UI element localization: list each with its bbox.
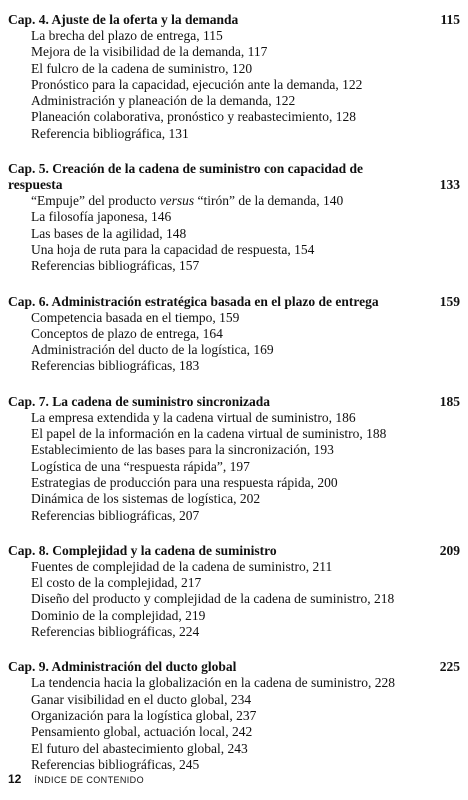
chapter-heading xyxy=(8,543,460,559)
chapter-title: Cap. 7. La cadena de suministro sincronizada xyxy=(8,393,271,409)
section-entry: Referencias bibliográficas, 207 xyxy=(31,507,200,523)
section-entry: Ganar visibilidad en el ducto global, 234 xyxy=(31,691,252,707)
chapter-page-number: 209 xyxy=(439,542,460,558)
section-list xyxy=(8,410,460,524)
section-entry: Pronóstico para la capacidad, ejecución ante la demanda, 122 xyxy=(31,76,363,92)
section-entry: Administración y planeación de la demanda, 122 xyxy=(31,93,296,109)
chapter-4 xyxy=(8,12,460,142)
chapter-7 xyxy=(8,394,460,524)
section-entry: Dinámica de los sistemas de logística, 202 xyxy=(31,491,261,507)
chapter-5 xyxy=(8,161,460,274)
section-list xyxy=(8,675,460,773)
section-entry: Dominio de la complejidad, 219 xyxy=(31,607,206,623)
section-list xyxy=(8,559,460,640)
chapter-title: Cap. 8. Complejidad y la cadena de suministro xyxy=(8,542,277,558)
section-entry: Referencias bibliográficas, 224 xyxy=(31,624,200,640)
page-number: 12 xyxy=(8,772,22,786)
section-list xyxy=(8,193,460,274)
chapter-heading xyxy=(8,161,460,193)
section-entry: Conceptos de plazo de entrega, 164 xyxy=(31,325,223,341)
running-header-label: ÍNDICE DE CONTENIDO xyxy=(34,775,144,785)
section-entry: Logística de una “respuesta rápida”, 197 xyxy=(31,458,250,474)
section-entry: Una hoja de ruta para la capacidad de respuesta, 154 xyxy=(31,241,315,257)
section-entry: La brecha del plazo de entrega, 115 xyxy=(31,28,223,43)
chapter-heading xyxy=(8,294,460,310)
chapter-title: Cap. 6. Administración estratégica basada en el plazo de entrega xyxy=(8,293,379,309)
section-entry: El futuro del abastecimiento global, 243 xyxy=(31,740,248,756)
section-entry: La filosofía japonesa, 146 xyxy=(31,209,172,225)
section-entry: La tendencia hacia la globalización en la cadena de suministro, 228 xyxy=(31,675,395,691)
section-entry: El papel de la información en la cadena virtual de suministro, 188 xyxy=(31,426,387,442)
chapter-heading xyxy=(8,12,460,28)
chapter-page-number: 115 xyxy=(440,12,460,27)
section-list xyxy=(8,310,460,375)
chapter-page-number: 225 xyxy=(439,659,460,675)
section-entry: Planeación colaborativa, pronóstico y reabastecimiento, 128 xyxy=(31,109,357,125)
chapter-heading xyxy=(8,394,460,410)
chapter-title: Cap. 9. Administración del ducto global xyxy=(8,659,237,675)
chapter-8 xyxy=(8,543,460,640)
section-entry: Referencias bibliográficas, 157 xyxy=(31,258,200,274)
chapter-page-number: 133 xyxy=(439,177,460,193)
section-entry: Diseño del producto y complejidad de la cadena de suministro, 218 xyxy=(31,591,395,607)
section-entry: Estrategias de producción para una respuesta rápida, 200 xyxy=(31,474,338,490)
chapter-6 xyxy=(8,294,460,375)
page-footer xyxy=(8,772,144,787)
section-list xyxy=(8,28,460,142)
chapter-title: Cap. 5. Creación de la cadena de suministro con capacidad de respuesta xyxy=(8,161,364,193)
section-entry: Administración del ducto de la logística, 169 xyxy=(31,342,274,358)
section-entry: Mejora de la visibilidad de la demanda, 117 xyxy=(31,44,268,60)
chapter-heading xyxy=(8,659,460,675)
chapter-title: Cap. 4. Ajuste de la oferta y la demanda xyxy=(8,12,239,27)
section-entry: Referencias bibliográficas, 245 xyxy=(31,756,200,772)
section-entry: Referencia bibliográfica, 131 xyxy=(31,125,189,141)
table-of-contents xyxy=(8,12,460,792)
chapter-page-number: 159 xyxy=(439,293,460,309)
section-entry: “Empuje” del producto versus “tirón” de la demanda, 140 xyxy=(31,193,344,209)
section-entry: Organización para la logística global, 237 xyxy=(31,707,257,723)
section-entry: El fulcro de la cadena de suministro, 120 xyxy=(31,60,253,76)
section-entry: Establecimiento de las bases para la sincronización, 193 xyxy=(31,442,334,458)
section-entry: Fuentes de complejidad de la cadena de suministro, 211 xyxy=(31,558,333,574)
chapter-9 xyxy=(8,659,460,773)
section-entry: Pensamiento global, actuación local, 242 xyxy=(31,724,253,740)
chapter-page-number: 185 xyxy=(439,393,460,409)
section-entry: Referencias bibliográficas, 183 xyxy=(31,358,200,374)
section-entry: Las bases de la agilidad, 148 xyxy=(31,225,187,241)
section-entry: Competencia basada en el tiempo, 159 xyxy=(31,309,240,325)
section-entry: La empresa extendida y la cadena virtual de suministro, 186 xyxy=(31,409,356,425)
section-entry: El costo de la complejidad, 217 xyxy=(31,575,202,591)
